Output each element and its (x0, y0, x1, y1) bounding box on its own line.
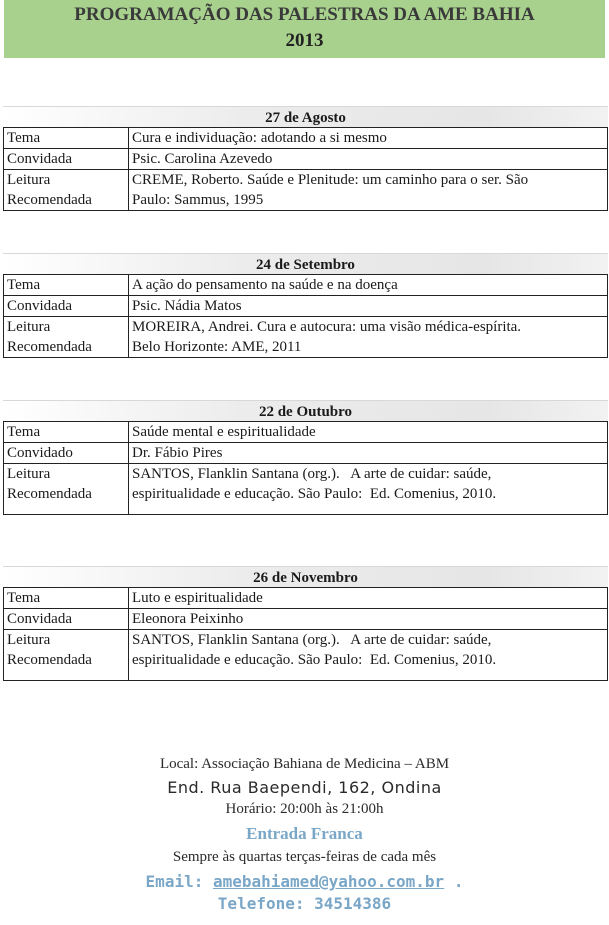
tema-value: Luto e espiritualidade (129, 588, 608, 609)
leitura-label (4, 170, 129, 211)
leitura-value (129, 170, 608, 211)
leitura-line2: Belo Horizonte: AME, 2011 (132, 339, 302, 355)
tema-label: Tema (4, 588, 129, 609)
footer-frequency: Sempre às quartas terças-feiras de cada mês (172, 849, 437, 865)
event-block-setembro (3, 253, 608, 358)
leitura-label (4, 464, 129, 515)
event-table (3, 421, 608, 515)
leitura-value (129, 630, 608, 681)
page-year: 2013 (285, 30, 324, 51)
page-header (4, 0, 605, 58)
email-suffix: . (453, 872, 464, 891)
page-title: PROGRAMAÇÃO DAS PALESTRAS DA AME BAHIA (74, 4, 535, 25)
leitura-label-line2: Recomendada (7, 652, 92, 668)
leitura-value (129, 317, 608, 358)
tema-label: Tema (4, 275, 129, 296)
event-date: 27 de Agosto (3, 106, 608, 127)
table-row (4, 275, 608, 296)
leitura-line2: Paulo: Sammus, 1995 (132, 192, 264, 208)
table-row (4, 296, 608, 317)
leitura-label-line1: Leitura (7, 319, 51, 335)
email-link[interactable]: amebahiamed@yahoo.com.br (212, 872, 445, 891)
email-label: Email: (145, 872, 204, 891)
leitura-label-line2: Recomendada (7, 486, 92, 502)
table-row (4, 443, 608, 464)
convidado-value: Eleonora Peixinho (129, 609, 608, 630)
footer-email (0, 872, 609, 891)
tema-value: Cura e individuação: adotando a si mesmo (129, 128, 608, 149)
footer-schedule: Horário: 20:00h às 21:00h (225, 801, 384, 817)
event-table (3, 587, 608, 681)
convidado-value: Psic. Carolina Azevedo (129, 149, 608, 170)
table-row (4, 149, 608, 170)
convidado-label: Convidada (4, 609, 129, 630)
event-date: 24 de Setembro (3, 253, 608, 274)
table-row (4, 464, 608, 515)
event-block-agosto (3, 106, 608, 211)
footer-local: Local: Associação Bahiana de Medicina – ABM (159, 756, 450, 772)
table-row (4, 170, 608, 211)
leitura-line1: SANTOS, Flanklin Santana (org.). A arte de cuidar: saúde, (132, 632, 492, 648)
table-row (4, 317, 608, 358)
event-date: 26 de Novembro (3, 566, 608, 587)
tema-value: A ação do pensamento na saúde e na doença (129, 275, 608, 296)
leitura-line1: SANTOS, Flanklin Santana (org.). A arte de cuidar: saúde, (132, 466, 492, 482)
convidado-value: Dr. Fábio Pires (129, 443, 608, 464)
footer-address: End. Rua Baependi, 162, Ondina (167, 778, 442, 797)
leitura-label (4, 317, 129, 358)
leitura-label (4, 630, 129, 681)
convidado-value: Psic. Nádia Matos (129, 296, 608, 317)
event-block-novembro (3, 566, 608, 681)
leitura-line1: MOREIRA, Andrei. Cura e autocura: uma visão médica-espírita. (132, 319, 522, 335)
leitura-label-line1: Leitura (7, 466, 51, 482)
tema-value: Saúde mental e espiritualidade (129, 422, 608, 443)
leitura-line1: CREME, Roberto. Saúde e Plenitude: um caminho para o ser. São (132, 172, 529, 188)
leitura-label-line1: Leitura (7, 632, 51, 648)
table-row (4, 588, 608, 609)
tema-label: Tema (4, 422, 129, 443)
leitura-label-line2: Recomendada (7, 339, 92, 355)
leitura-line2: espiritualidade e educação. São Paulo: Ed. Comenius, 2010. (132, 652, 497, 668)
convidado-label: Convidado (4, 443, 129, 464)
footer-free-entry: Entrada Franca (246, 824, 363, 843)
leitura-label-line2: Recomendada (7, 192, 92, 208)
event-table (3, 274, 608, 358)
event-block-outubro (3, 400, 608, 515)
leitura-line2: espiritualidade e educação. São Paulo: Ed. Comenius, 2010. (132, 486, 497, 502)
tema-label: Tema (4, 128, 129, 149)
convidado-label: Convidada (4, 149, 129, 170)
table-row (4, 422, 608, 443)
event-date: 22 de Outubro (3, 400, 608, 421)
footer-phone: Telefone: 34514386 (217, 894, 392, 913)
table-row (4, 128, 608, 149)
table-row (4, 609, 608, 630)
table-row (4, 630, 608, 681)
leitura-value (129, 464, 608, 515)
convidado-label: Convidada (4, 296, 129, 317)
event-table (3, 127, 608, 211)
leitura-label-line1: Leitura (7, 172, 51, 188)
